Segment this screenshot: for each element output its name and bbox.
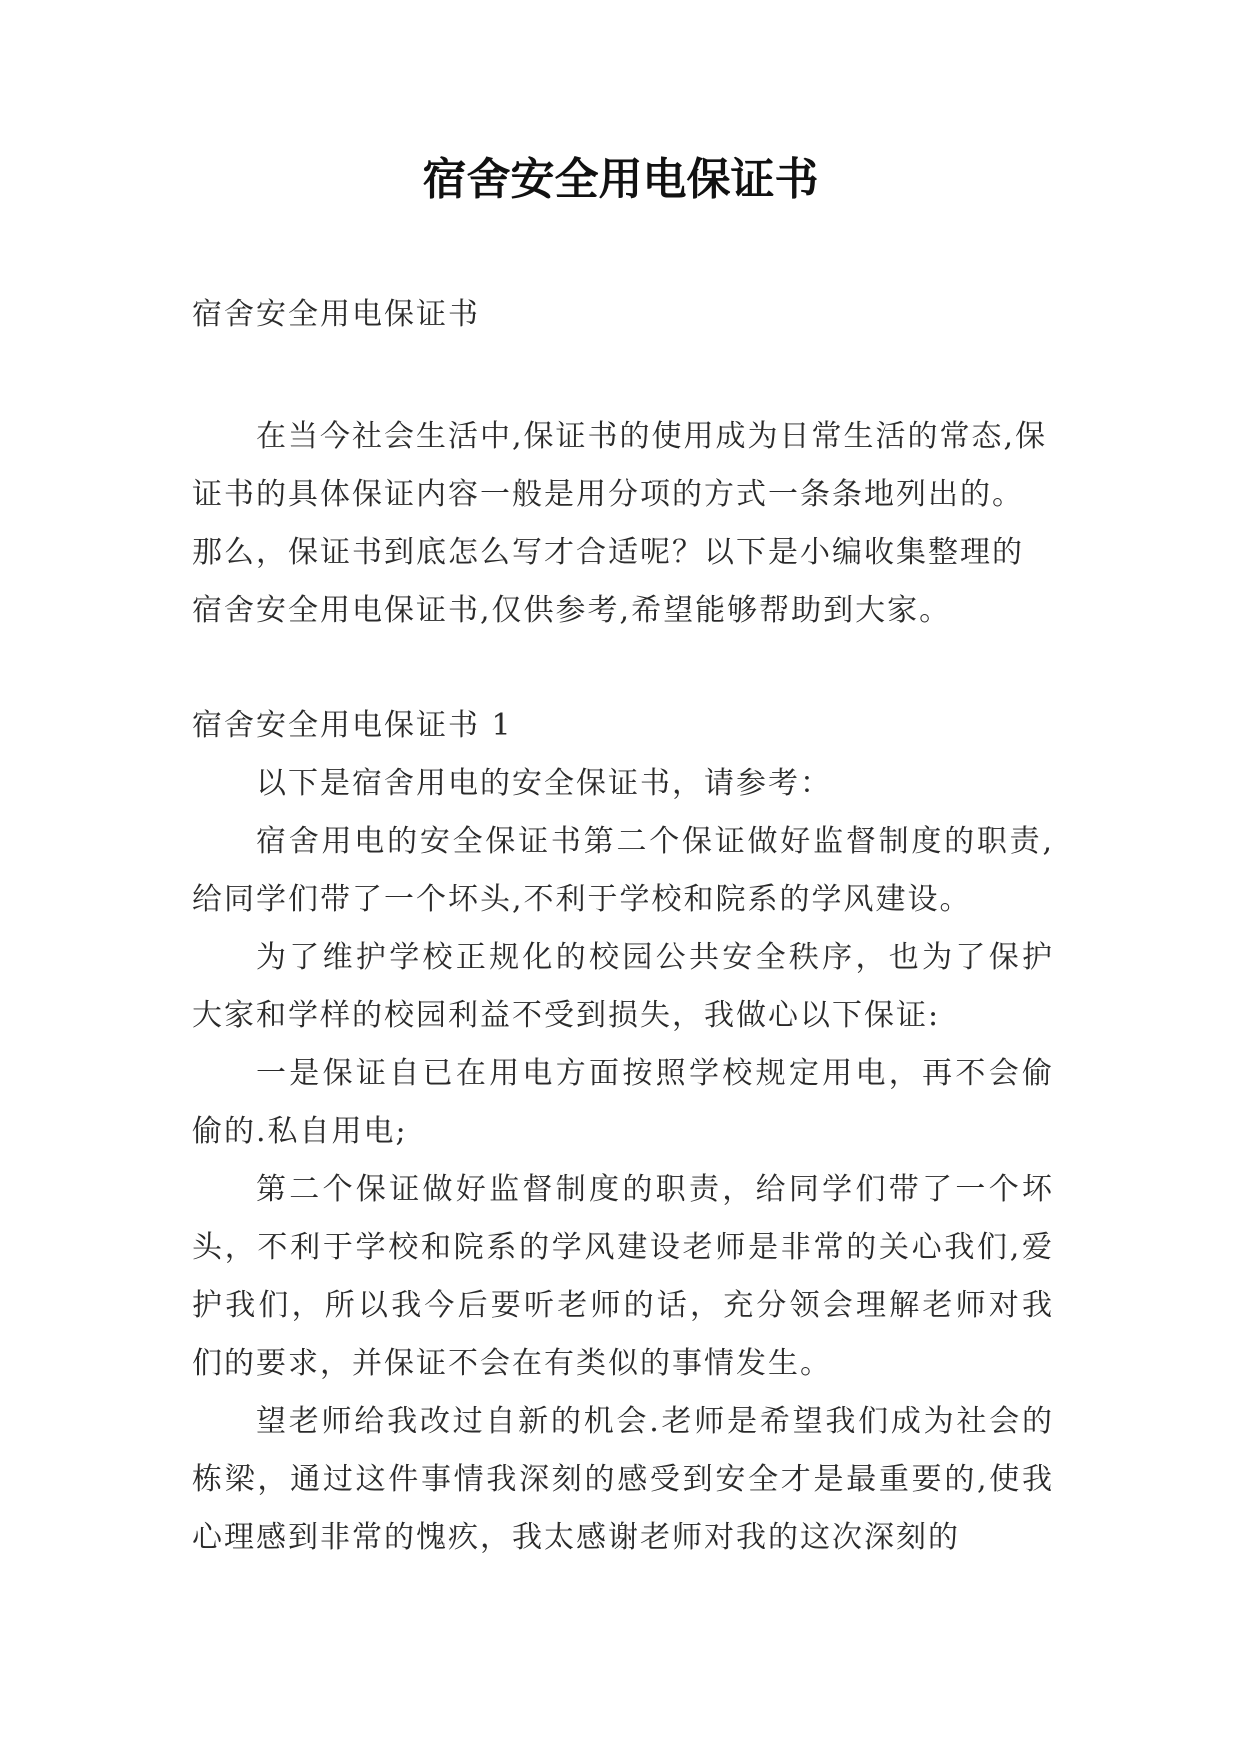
section-1-paragraph-1: 以下是宿舍用电的安全保证书，请参考： xyxy=(256,766,832,801)
section-1-paragraph-3: 为了维护学校正规化的校园公共安全秩序，也为了保护大家和学样的校园利益不受到损失，我做心以下保证: xyxy=(192,940,1054,1033)
section-1-paragraph-6: 望老师给我改过自新的机会.老师是希望我们成为社会的栋梁，通过这件事情我深刻的感受到安全才是最重要的,使我心理感到非常的愧疚，我太感谢老师对我的这次深刻的 xyxy=(192,1404,1054,1555)
document-title: 宿舍安全用电保证书 xyxy=(422,154,819,205)
section-1-paragraph-4: 一是保证自已在用电方面按照学校规定用电，再不会偷偷的.私自用电; xyxy=(192,1056,1054,1149)
intro-paragraph: 在当今社会生活中,保证书的使用成为日常生活的常态,保证书的具体保证内容一般是用分项的方式一条条地列出的。那么，保证书到底怎么写才合适呢？以下是小编收集整理的宿舍安全用电保证书,仅供参考,希望能够帮助到大家。 xyxy=(192,419,1048,628)
section-1-heading: 宿舍安全用电保证书 1 xyxy=(192,708,513,743)
section-1 xyxy=(192,697,1054,1567)
section-1-paragraph-5: 第二个保证做好监督制度的职责，给同学们带了一个坏头，不利于学校和院系的学风建设老师是非常的关心我们,爱护我们，所以我今后要听老师的话，充分领会理解老师对我们的要求，并保证不会在有类似的事情发生。 xyxy=(192,1172,1054,1381)
section-1-paragraph-2: 宿舍用电的安全保证书第二个保证做好监督制度的职责,给同学们带了一个坏头,不利于学校和院系的学风建设。 xyxy=(192,824,1054,917)
document-subtitle: 宿舍安全用电保证书 xyxy=(192,297,480,332)
